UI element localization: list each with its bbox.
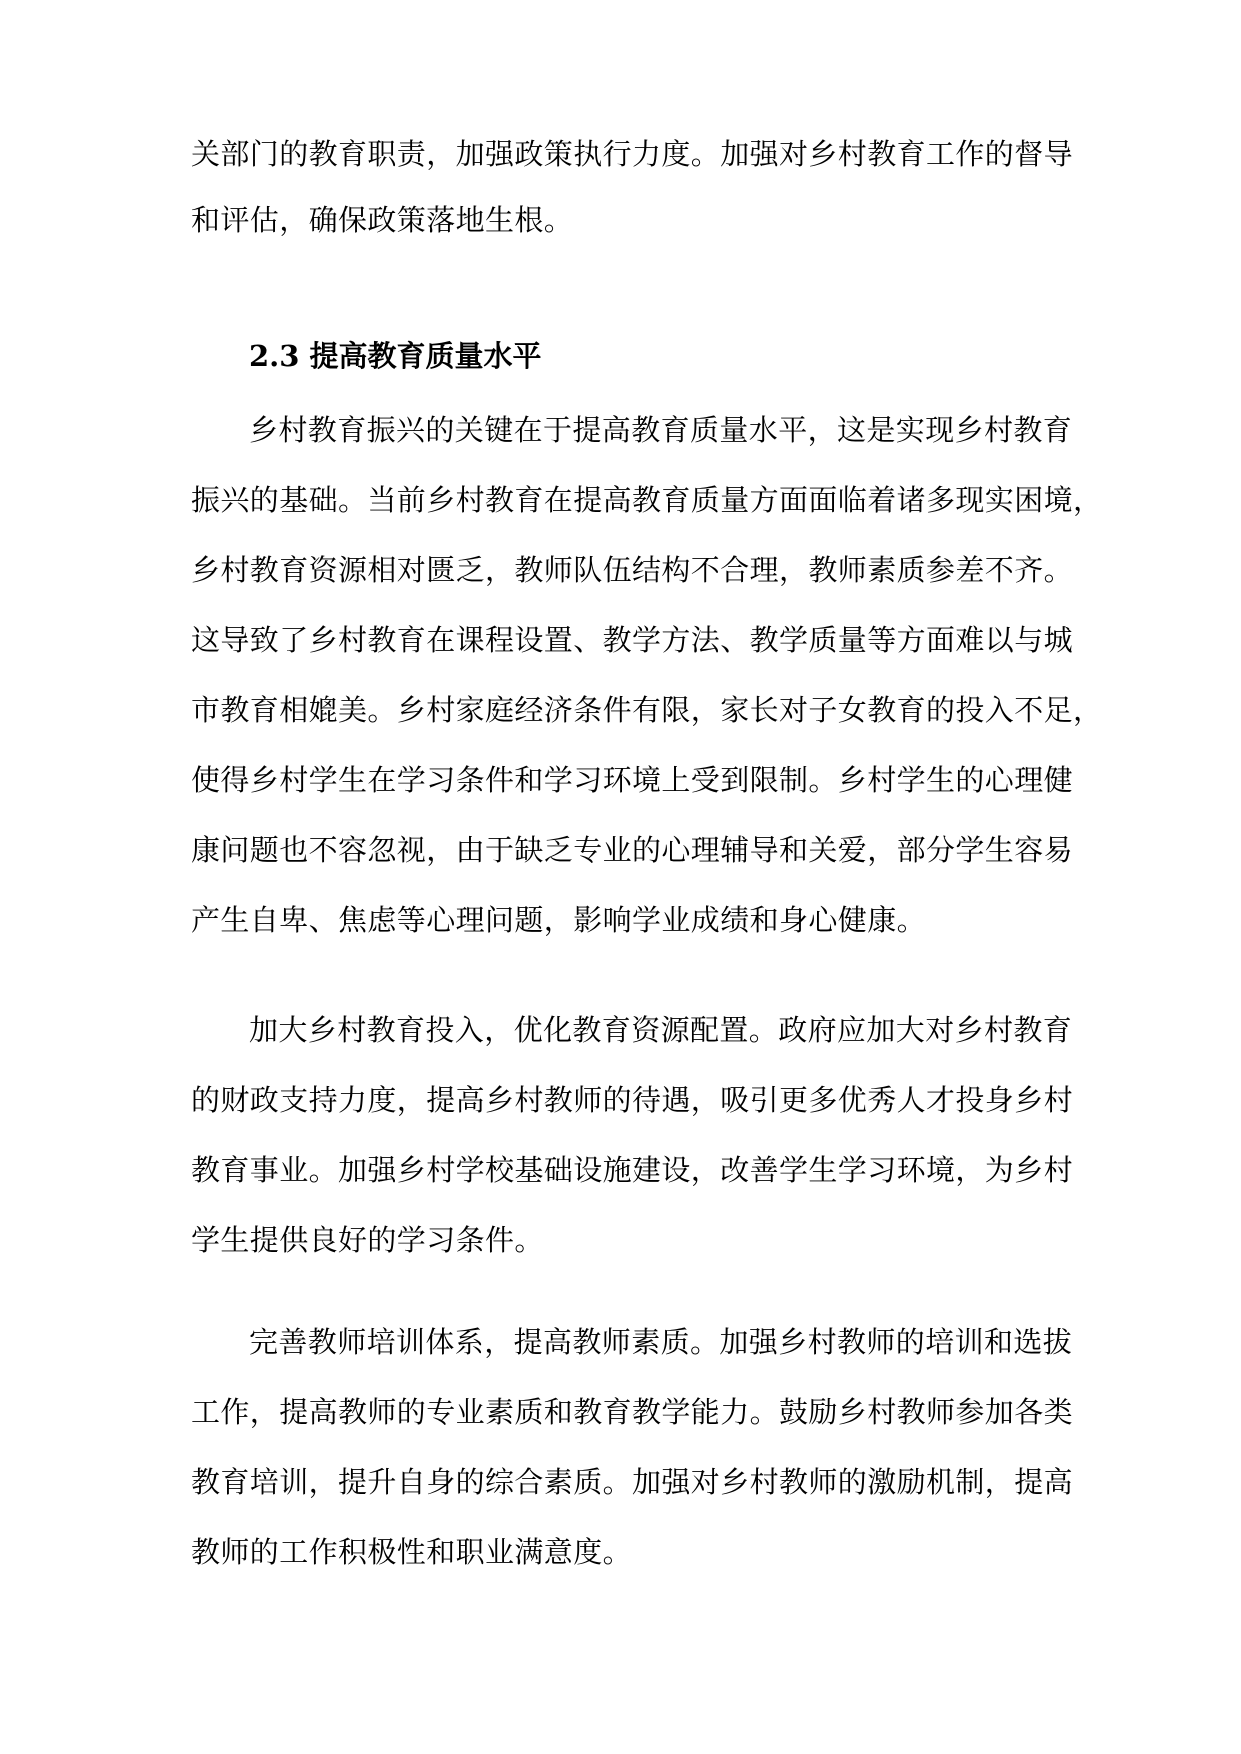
paragraph-line: 教育事业。加强乡村学校基础设施建设，改善学生学习环境，为乡村 (191, 1153, 1074, 1187)
paragraph-line: 加大乡村教育投入，优化教育资源配置。政府应加大对乡村教育 (249, 1013, 1073, 1047)
section-heading: 2.3 提高教育质量水平 (249, 339, 542, 373)
paragraph-line: 康问题也不容忽视，由于缺乏专业的心理辅导和关爱，部分学生容易 (191, 833, 1074, 867)
paragraph-line: 的财政支持力度，提高乡村教师的待遇，吸引更多优秀人才投身乡村 (191, 1083, 1074, 1117)
paragraph-line: 完善教师培训体系，提高教师素质。加强乡村教师的培训和选拔 (249, 1325, 1073, 1359)
paragraph-line: 和评估，确保政策落地生根。 (191, 203, 574, 237)
paragraph-line: 乡村教育资源相对匮乏，教师队伍结构不合理，教师素质参差不齐。 (191, 553, 1074, 587)
paragraph-line: 教师的工作积极性和职业满意度。 (191, 1535, 633, 1569)
paragraph-line: 产生自卑、焦虑等心理问题，影响学业成绩和身心健康。 (191, 903, 927, 937)
paragraph-line: 学生提供良好的学习条件。 (191, 1223, 544, 1257)
paragraph-line: 使得乡村学生在学习条件和学习环境上受到限制。乡村学生的心理健 (191, 763, 1074, 797)
paragraph-line: 乡村教育振兴的关键在于提高教育质量水平，这是实现乡村教育 (249, 413, 1073, 447)
paragraph-line: 教育培训，提升自身的综合素质。加强对乡村教师的激励机制，提高 (191, 1465, 1074, 1499)
paragraph-line: 这导致了乡村教育在课程设置、教学方法、教学质量等方面难以与城 (191, 623, 1074, 657)
paragraph-line: 工作，提高教师的专业素质和教育教学能力。鼓励乡村教师参加各类 (191, 1395, 1074, 1429)
paragraph-line: 振兴的基础。当前乡村教育在提高教育质量方面面临着诸多现实困境， (191, 483, 1103, 517)
paragraph-line: 市教育相媲美。乡村家庭经济条件有限，家长对子女教育的投入不足， (191, 693, 1103, 727)
paragraph-line: 关部门的教育职责，加强政策执行力度。加强对乡村教育工作的督导 (191, 137, 1074, 171)
